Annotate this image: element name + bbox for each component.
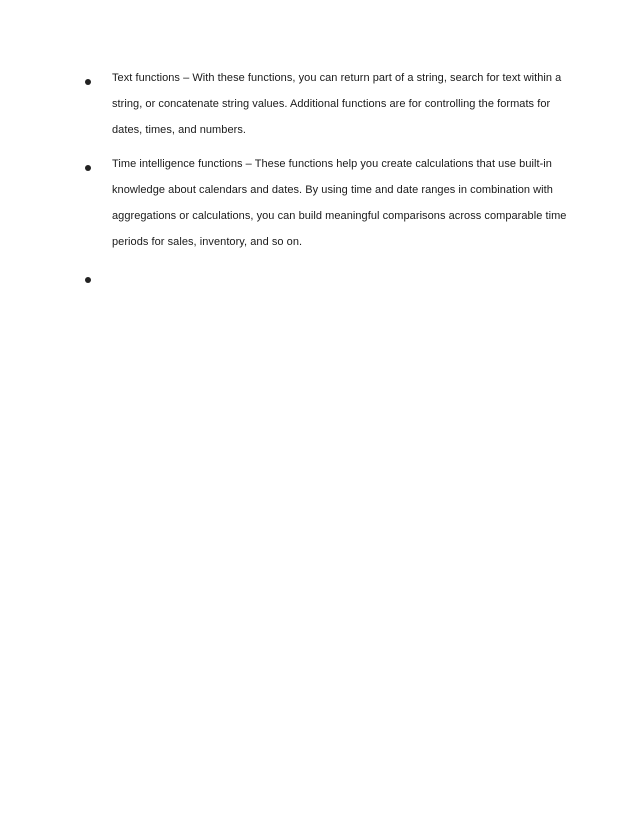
bullet-icon <box>85 79 91 85</box>
list-item <box>83 270 583 290</box>
bullet-icon <box>85 165 91 171</box>
bullet-text-time-intelligence: Time intelligence functions – These functions help you create calculations that use built-in knowledge about calendars and dates. By using time and date ranges in combination with aggregations or calculations, you can build meaningful comparisons across comparable time periods for sales, inventory, and so on. <box>112 158 567 248</box>
list-item <box>83 72 583 150</box>
bullet-list <box>83 72 583 298</box>
list-item <box>83 158 583 262</box>
bullet-icon <box>85 277 91 283</box>
bullet-text-text-functions: Text functions – With these functions, you can return part of a string, search for text within a string, or concatenate string values. Additional functions are for controlling the formats for dates, times, and numbers. <box>112 72 562 136</box>
